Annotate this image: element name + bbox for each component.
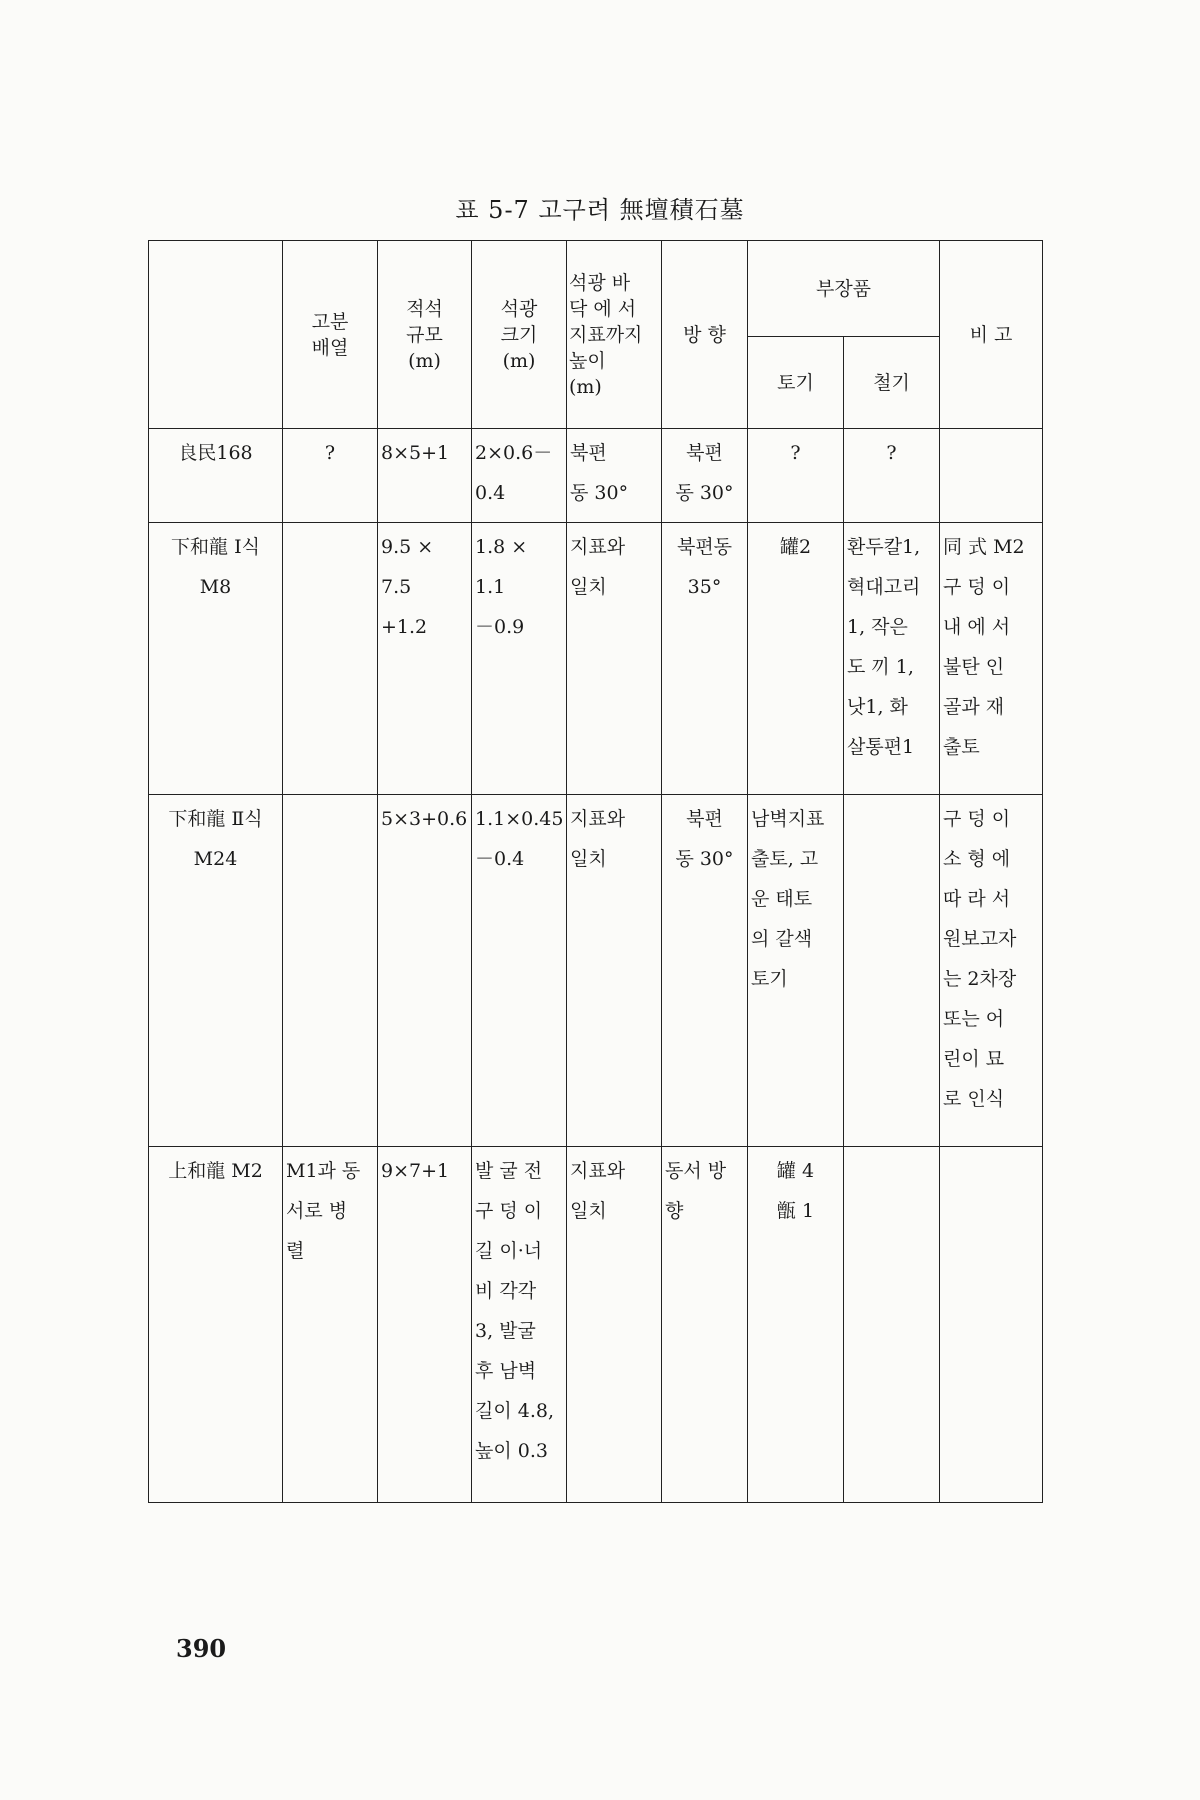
table-row — [149, 795, 1043, 1147]
row-direction: 북편 동 30° — [662, 429, 748, 523]
row-floor-height: 북편 동 30° — [567, 429, 662, 523]
row-iron — [844, 795, 940, 1147]
row-pottery: 罐 4 甑 1 — [748, 1147, 844, 1503]
row-iron: ? — [844, 429, 940, 523]
row-remarks: 구 덩 이 소 형 에 따 라 서 원보고자 는 2차장 또는 어 린이 묘 로 인식 — [940, 795, 1043, 1147]
row-pottery: 罐2 — [748, 523, 844, 795]
row-pottery: 남벽지표 출토, 고 운 태토 의 갈색 토기 — [748, 795, 844, 1147]
row-remarks — [940, 1147, 1043, 1503]
row-direction: 북편동 35° — [662, 523, 748, 795]
row-floor-height: 지표와 일치 — [567, 1147, 662, 1503]
row-iron: 환두칼1, 혁대고리 1, 작은 도 끼 1, 낫1, 화 살통편1 — [844, 523, 940, 795]
row-stone-size: 9.5 × 7.5 +1.2 — [378, 523, 472, 795]
row-arrangement: M1과 동 서로 병 렬 — [283, 1147, 378, 1503]
row-remarks — [940, 429, 1043, 523]
header-row — [149, 241, 1043, 337]
row-name: 上和龍 M2 — [149, 1147, 283, 1503]
row-stone-size: 5×3+0.6 — [378, 795, 472, 1147]
row-name: 下和龍 Ⅱ식 M24 — [149, 795, 283, 1147]
row-remarks: 同 式 M2 구 덩 이 내 에 서 불탄 인 골과 재 출토 — [940, 523, 1043, 795]
header-direction: 방 향 — [662, 241, 748, 429]
row-arrangement — [283, 523, 378, 795]
row-stone-size: 8×5+1 — [378, 429, 472, 523]
header-pottery: 토기 — [748, 337, 844, 429]
table-row — [149, 523, 1043, 795]
row-direction: 동서 방향 — [662, 1147, 748, 1503]
row-arrangement — [283, 795, 378, 1147]
table-title: 표 5-7 고구려 無壇積石墓 — [455, 196, 745, 224]
row-floor-height: 지표와 일치 — [567, 795, 662, 1147]
row-name: 下和龍 Ⅰ식 M8 — [149, 523, 283, 795]
row-chamber-size: 1.8 × 1.1 －0.9 — [472, 523, 567, 795]
header-floor-height: 석광 바 닥 에 서 지표까지 높이 (m) — [567, 241, 662, 429]
header-stone-size: 적석 규모 (m) — [378, 241, 472, 429]
row-direction: 북편 동 30° — [662, 795, 748, 1147]
row-name: 良民168 — [149, 429, 283, 523]
row-iron — [844, 1147, 940, 1503]
table-row — [149, 429, 1043, 523]
header-iron: 철기 — [844, 337, 940, 429]
row-floor-height: 지표와 일치 — [567, 523, 662, 795]
row-arrangement: ? — [283, 429, 378, 523]
row-chamber-size: 2×0.6－ 0.4 — [472, 429, 567, 523]
header-grave-goods: 부장품 — [748, 241, 940, 337]
header-remarks: 비 고 — [940, 241, 1043, 429]
header-blank — [149, 241, 283, 429]
table-row — [149, 1147, 1043, 1503]
header-chamber-size: 석광 크기 (m) — [472, 241, 567, 429]
row-pottery: ? — [748, 429, 844, 523]
row-chamber-size: 1.1×0.45 －0.4 — [472, 795, 567, 1147]
row-stone-size: 9×7+1 — [378, 1147, 472, 1503]
header-arrangement: 고분 배열 — [283, 241, 378, 429]
row-chamber-size: 발 굴 전 구 덩 이 길 이·너 비 각각 3, 발굴 후 남벽 길이 4.8, 높이 0.3 — [472, 1147, 567, 1503]
tomb-table — [148, 240, 1043, 1503]
page-number: 390 — [176, 1634, 227, 1663]
